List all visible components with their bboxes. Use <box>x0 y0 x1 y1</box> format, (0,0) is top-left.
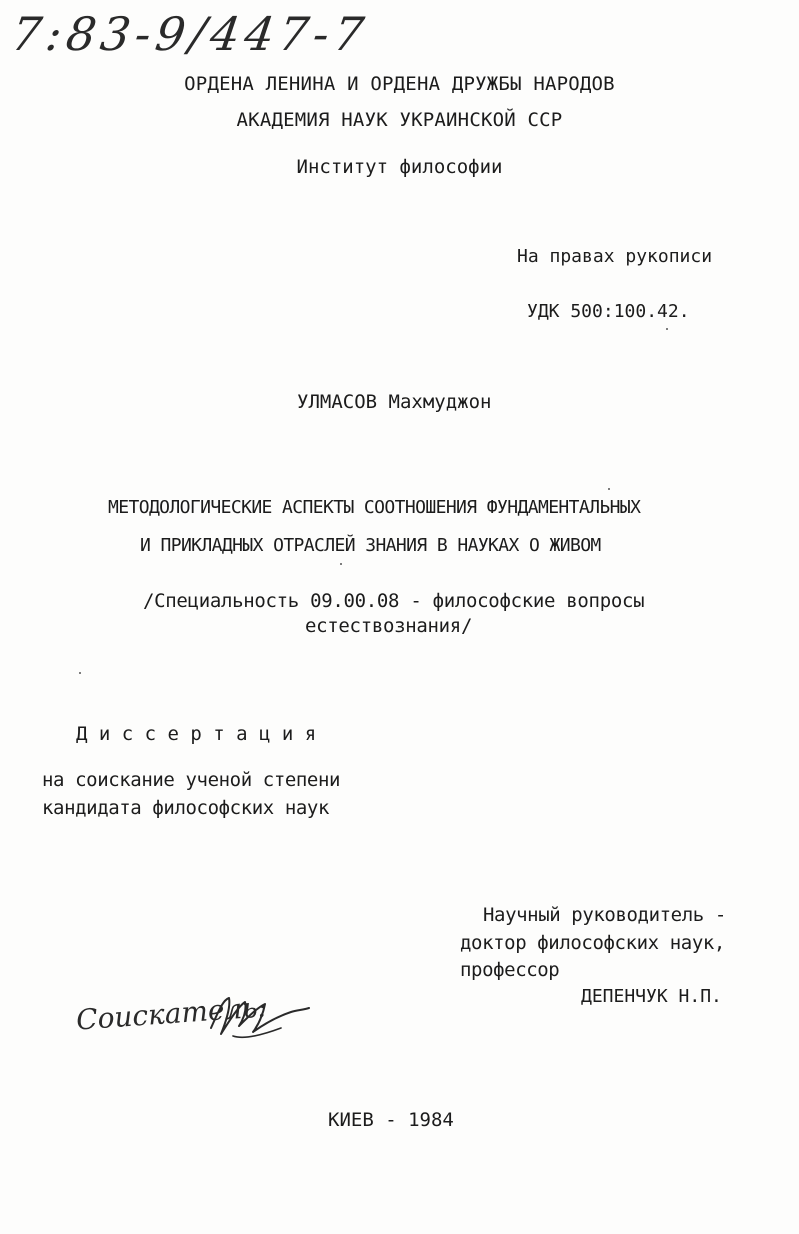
dissertation-heading: Д и с с е р т а ц и я <box>76 723 317 745</box>
archive-handwritten-mark: 7:83-9/447-7 <box>8 7 373 61</box>
scan-speck <box>608 488 610 490</box>
academy-header-line: АКАДЕМИЯ НАУК УКРАИНСКОЙ ССР <box>236 109 563 131</box>
scan-speck <box>79 672 81 674</box>
degree-line-1: на соискание ученой степени <box>42 769 341 791</box>
order-header-line: ОРДЕНА ЛЕНИНА И ОРДЕНА ДРУЖБЫ НАРОДОВ <box>184 73 615 95</box>
specialty-line-2: естествознания/ <box>305 615 473 637</box>
dissertation-title-line-2: И ПРИКЛАДНЫХ ОТРАСЛЕЙ ЗНАНИЯ В НАУКАХ О ЖИВОМ <box>140 535 601 556</box>
handwritten-signature <box>205 990 315 1045</box>
degree-line-2: кандидата философских наук <box>42 797 330 819</box>
place-and-year: КИЕВ - 1984 <box>328 1109 454 1131</box>
dissertation-title-line-1: МЕТОДОЛОГИЧЕСКИЕ АСПЕКТЫ СООТНОШЕНИЯ ФУНДАМЕНТАЛЬНЫХ <box>108 497 641 518</box>
institute-name: Институт философии <box>296 156 503 178</box>
supervisor-degree: доктор философских наук, <box>460 932 725 954</box>
manuscript-rights: На правах рукописи <box>517 246 713 267</box>
author-name: УЛМАСОВ Махмуджон <box>297 391 492 413</box>
supervisor-name: ДЕПЕНЧУК Н.П. <box>581 986 722 1007</box>
scan-speck <box>666 328 668 330</box>
supervisor-rank: профессор <box>460 959 560 981</box>
applicant-signature-label: Соискатель: <box>75 990 268 1037</box>
udc-code: УДК 500:100.42. <box>527 301 690 322</box>
supervisor-title: Научный руководитель - <box>483 904 726 926</box>
scan-speck <box>340 563 342 565</box>
specialty-line-1: /Специальность 09.00.08 - философские вопросы <box>143 590 645 612</box>
